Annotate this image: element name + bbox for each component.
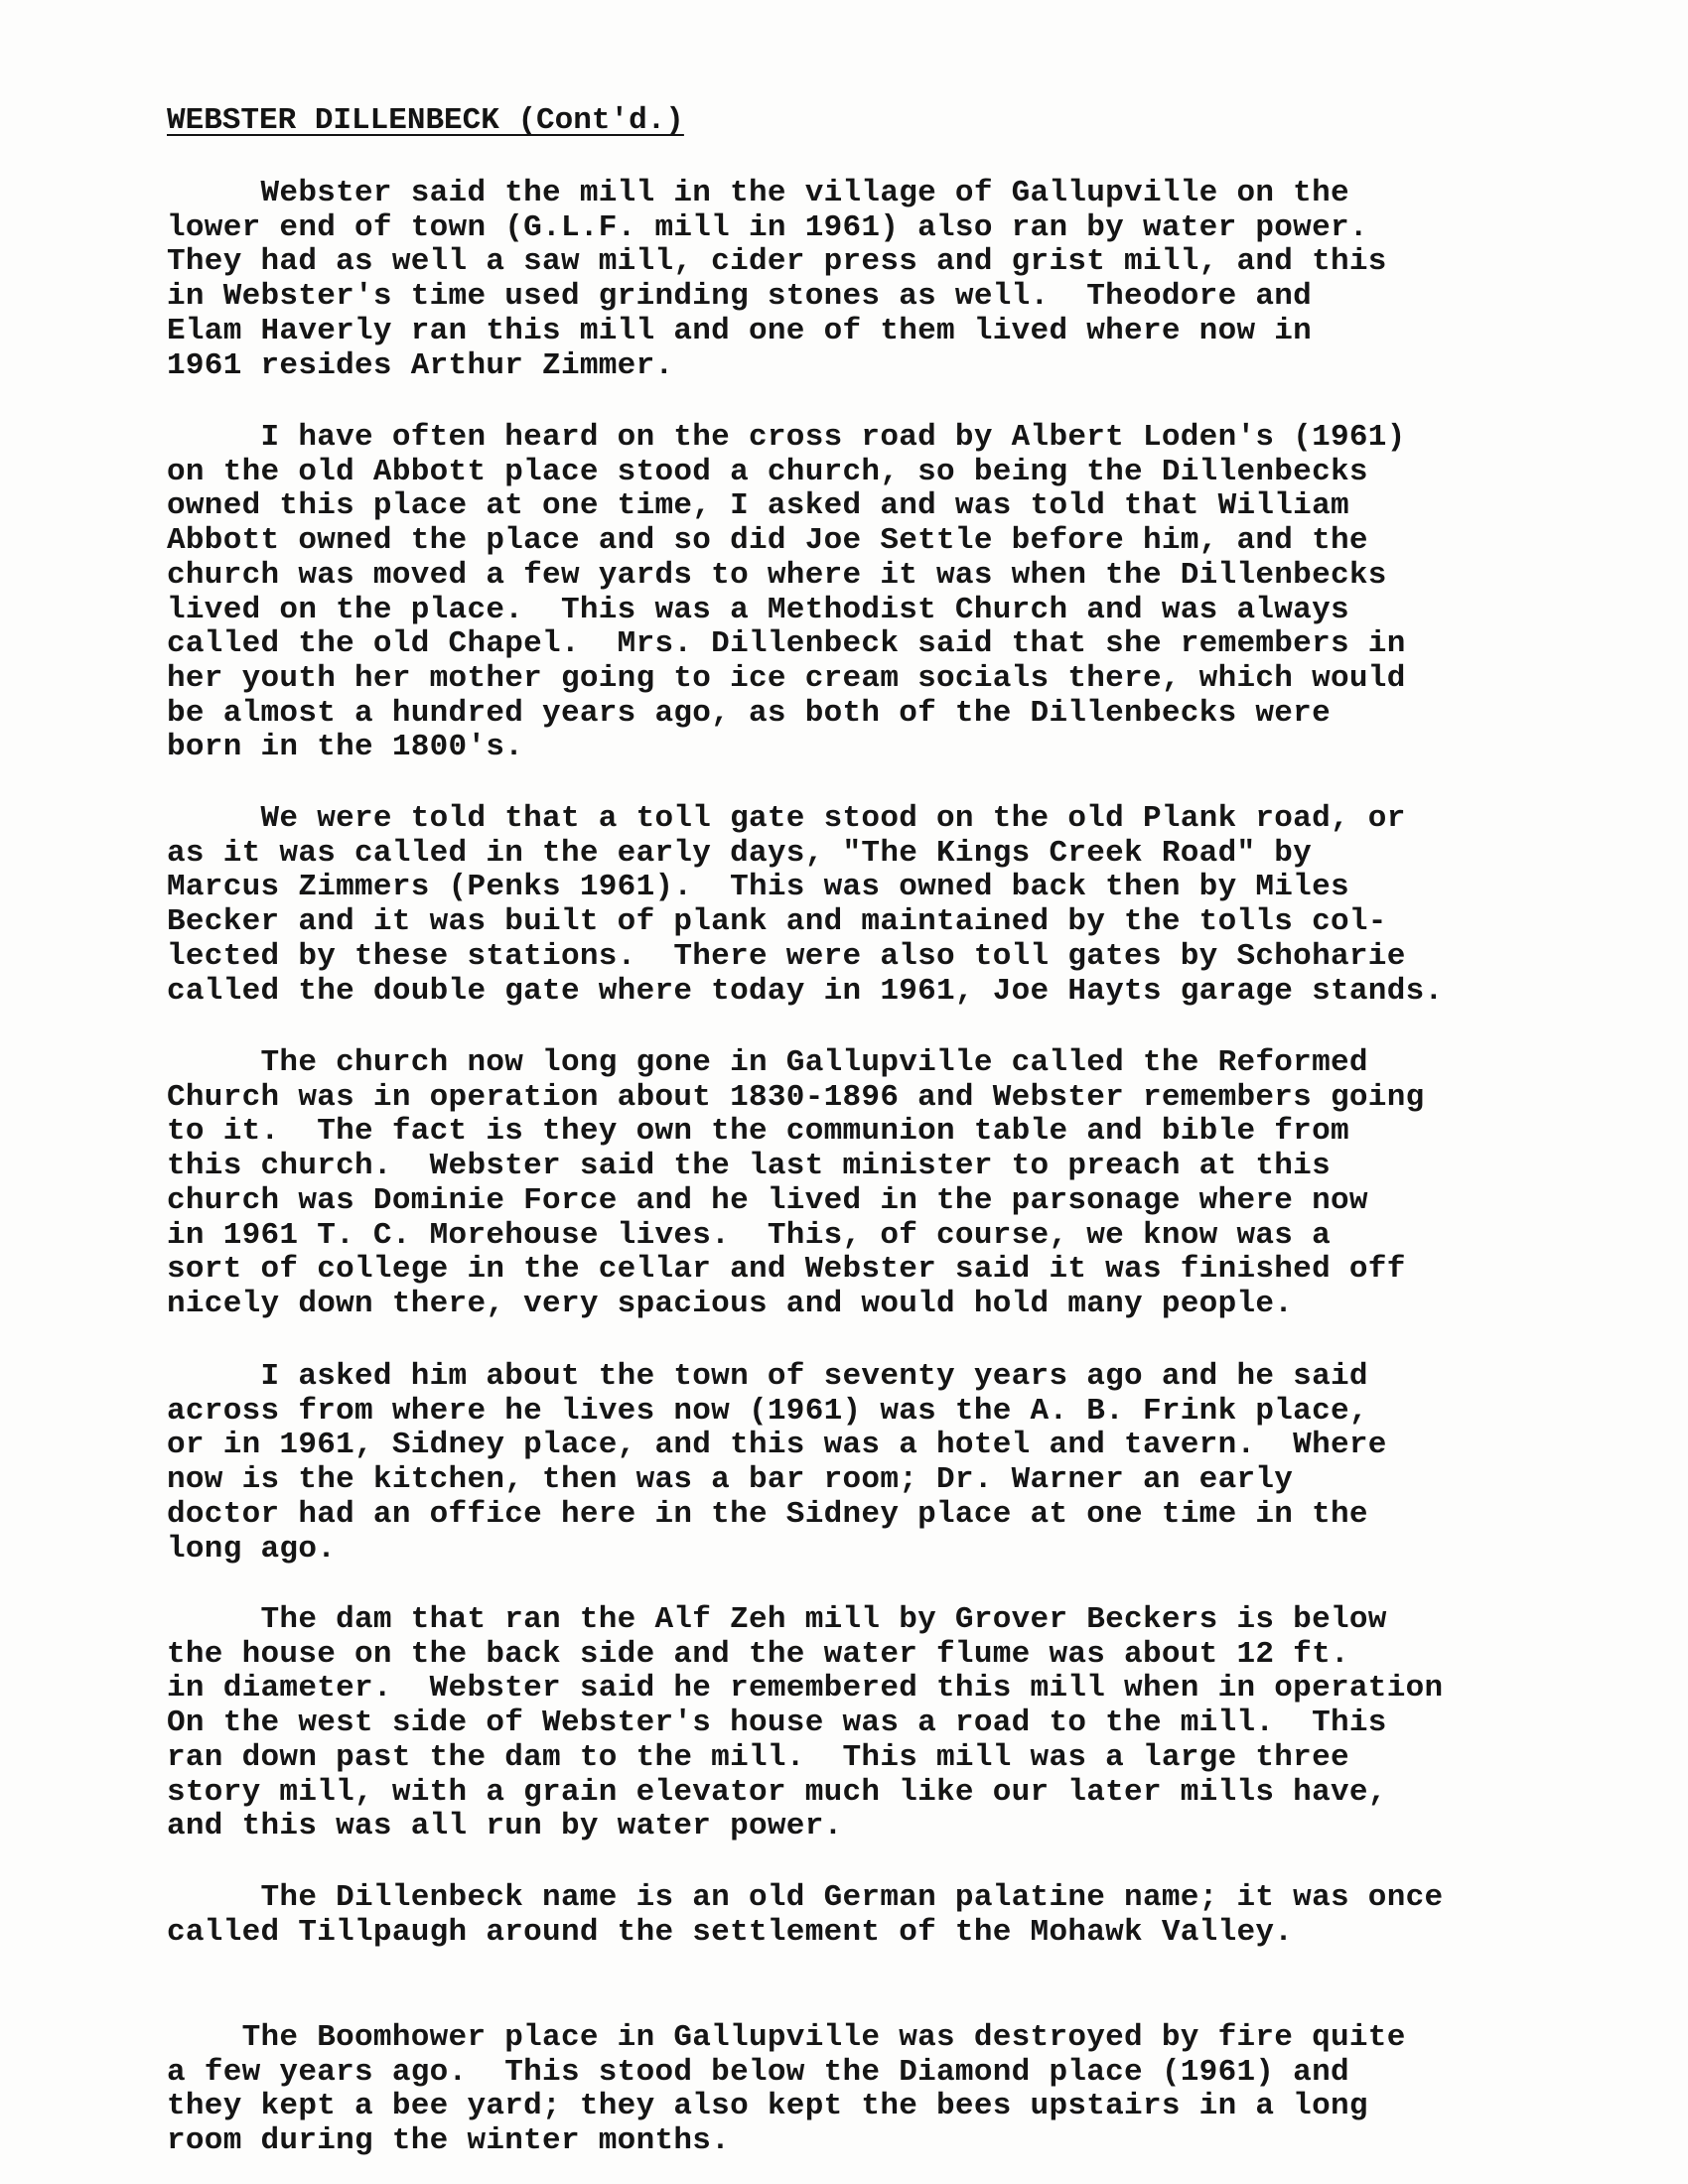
text-line: The dam that ran the Alf Zeh mill by Grover Beckers is below [167, 1602, 1387, 1637]
text-line: the house on the back side and the water flume was about 12 ft. [167, 1636, 1349, 1672]
text-line: Elam Haverly ran this mill and one of them lived where now in [167, 313, 1313, 348]
text-line: I have often heard on the cross road by Albert Loden's (1961) [167, 420, 1406, 455]
paragraph-alf-zeh-mill [167, 1603, 1443, 1844]
text-line: lower end of town (G.L.F. mill in 1961) also ran by water power. [167, 209, 1368, 245]
text-line: this church. Webster said the last minister to preach at this [167, 1149, 1331, 1184]
text-line: in 1961 T. C. Morehouse lives. This, of course, we know was a [167, 1217, 1331, 1253]
text-line: nicely down there, very spacious and would hold many people. [167, 1286, 1294, 1321]
page-heading: WEBSTER DILLENBECK (Cont'd.) [167, 103, 684, 138]
paragraph-old-chapel [167, 421, 1406, 765]
text-line: and this was all run by water power. [167, 1809, 843, 1844]
text-line: now is the kitchen, then was a bar room; Dr. Warner an early [167, 1462, 1294, 1498]
text-line: The Dillenbeck name is an old German palatine name; it was once [167, 1880, 1444, 1915]
text-line: to it. The fact is they own the communion table and bible from [167, 1114, 1349, 1150]
text-line: called Tillpaugh around the settlement of the Mohawk Valley. [167, 1914, 1294, 1950]
text-line: called the double gate where today in 1961, Joe Hayts garage stands. [167, 973, 1444, 1009]
text-line: Webster said the mill in the village of Gallupville on the [167, 176, 1349, 210]
text-line: on the old Abbott place stood a church, so being the Dillenbecks [167, 454, 1368, 489]
text-line: Becker and it was built of plank and maintained by the tolls col- [167, 904, 1387, 940]
text-line: born in the 1800's. [167, 730, 524, 765]
text-line: On the west side of Webster's house was a road to the mill. This [167, 1706, 1387, 1741]
paragraph-gallupville-mill [167, 177, 1387, 383]
text-line: or in 1961, Sidney place, and this was a hotel and tavern. Where [167, 1428, 1387, 1463]
text-line: be almost a hundred years ago, as both of the Dillenbecks were [167, 695, 1331, 731]
paragraph-dillenbeck-name [167, 1881, 1443, 1950]
text-line: We were told that a toll gate stood on the old Plank road, or [167, 801, 1406, 836]
paragraph-reformed-church [167, 1046, 1425, 1322]
text-line: ran down past the dam to the mill. This mill was a large three [167, 1739, 1349, 1775]
text-line: The Boomhower place in Gallupville was destroyed by fire quite [167, 2020, 1406, 2055]
paragraph-toll-gate [167, 802, 1443, 1009]
text-line: a few years ago. This stood below the Diamond place (1961) and [167, 2054, 1349, 2090]
paragraph-frink-place [167, 1360, 1387, 1567]
text-line: They had as well a saw mill, cider press and grist mill, and this [167, 244, 1387, 280]
text-line: they kept a bee yard; they also kept the bees upstairs in a long [167, 2089, 1368, 2124]
text-line: across from where he lives now (1961) was the A. B. Frink place, [167, 1393, 1368, 1429]
text-line: I asked him about the town of seventy years ago and he said [167, 1359, 1368, 1394]
text-line: story mill, with a grain elevator much like our later mills have, [167, 1774, 1387, 1810]
text-line: Marcus Zimmers (Penks 1961). This was owned back then by Miles [167, 870, 1349, 905]
text-line: Church was in operation about 1830-1896 and Webster remembers going [167, 1079, 1425, 1115]
text-line: sort of college in the cellar and Webster said it was finished off [167, 1252, 1406, 1288]
text-line: church was moved a few yards to where it was when the Dillenbecks [167, 557, 1387, 593]
text-line: in diameter. Webster said he remembered this mill when in operation [167, 1671, 1444, 1706]
text-line: 1961 resides Arthur Zimmer. [167, 347, 674, 383]
text-line: lived on the place. This was a Methodist Church and was always [167, 592, 1349, 627]
text-line: long ago. [167, 1531, 337, 1567]
text-line: The church now long gone in Gallupville called the Reformed [167, 1045, 1368, 1080]
text-line: called the old Chapel. Mrs. Dillenbeck said that she remembers in [167, 626, 1406, 662]
text-line: lected by these stations. There were also toll gates by Schoharie [167, 938, 1406, 974]
text-line: owned this place at one time, I asked and was told that William [167, 488, 1349, 524]
text-line: in Webster's time used grinding stones as well. Theodore and [167, 279, 1313, 315]
text-line: room during the winter months. [167, 2123, 731, 2159]
text-line: Abbott owned the place and so did Joe Settle before him, and the [167, 523, 1368, 559]
text-line: doctor had an office here in the Sidney place at one time in the [167, 1496, 1368, 1532]
text-line: as it was called in the early days, "The Kings Creek Road" by [167, 835, 1313, 871]
text-line: church was Dominie Force and he lived in the parsonage where now [167, 1182, 1368, 1218]
paragraph-boomhower-place [167, 2021, 1406, 2159]
text-line: her youth her mother going to ice cream socials there, which would [167, 660, 1406, 696]
